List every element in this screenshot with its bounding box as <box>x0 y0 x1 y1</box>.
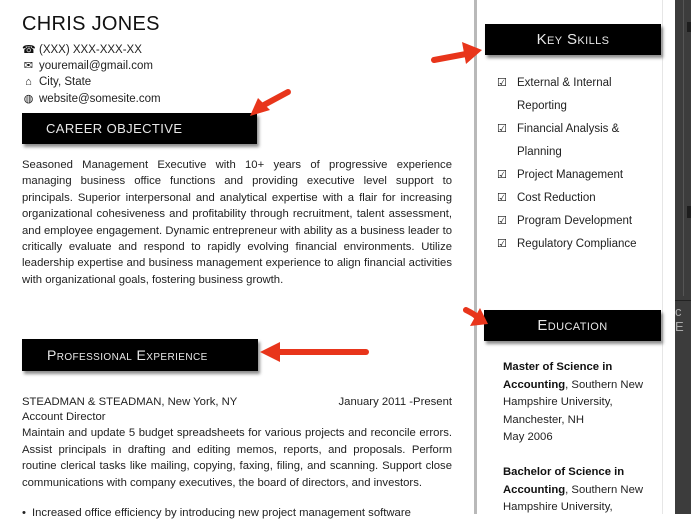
partial-text: c E <box>675 304 686 334</box>
education-heading: Education <box>484 310 661 341</box>
contact-location <box>22 76 91 88</box>
job-company: STEADMAN & STEADMAN, New York, NY <box>22 396 238 408</box>
phone-text: (XXX) XXX-XXX-XX <box>39 43 142 56</box>
globe-icon: ◍ <box>23 93 34 105</box>
contact-website <box>22 92 161 105</box>
arrow-icon <box>462 304 490 330</box>
school-info: , Southern New Hampshire University, Manchester, NH <box>503 378 644 426</box>
email-text: youremail@gmail.com <box>39 59 153 72</box>
adjacent-dark-panel <box>675 0 691 514</box>
professional-experience-heading: Professional Experience <box>22 339 258 371</box>
education-entry <box>503 464 658 517</box>
degree-name: Master of Science in Accounting <box>503 361 613 391</box>
skill-item: ☑ Cost Reduction <box>497 187 657 210</box>
checkbox-icon: ☑ <box>497 169 507 181</box>
location-text: City, State <box>39 76 92 88</box>
checkbox-icon: ☑ <box>497 238 507 250</box>
job-bullet: • Increased office efficiency by introducing new project management software <box>22 505 452 521</box>
key-skills-heading: Key Skills <box>485 24 661 55</box>
contact-phone <box>22 43 142 56</box>
degree-name: Bachelor of Science in Accounting <box>503 466 625 496</box>
contact-email <box>22 59 153 72</box>
job-dates: January 2011 -Present <box>338 396 452 408</box>
school-info: , Southern New Hampshire University, <box>503 483 644 513</box>
career-objective-heading: CAREER OBJECTIVE <box>22 113 257 144</box>
career-objective-text: Seasoned Management Executive with 10+ years of progressive experience managing business office functions and providing executive level support to principals. Superior interpersonal and analytical expertise with a flair for increasing organizational cohesiveness and profitability through recruitment, talent assessment, and employee engagement. Dynamic entrepreneur with ability as a business leader to critically evaluate and respond to rapidly evolving financial environments. Utilize leadership expertise and business management experience to align financial activities with organizational goals, fostering business growth. <box>22 159 452 286</box>
candidate-name: CHRIS JONES <box>22 13 160 35</box>
arrow-icon <box>430 40 484 68</box>
job-header <box>22 396 452 408</box>
skill-item: ☑ Regulatory Compliance <box>497 233 657 256</box>
job-description: Maintain and update 5 budget spreadsheets for various projects and reconcile errors. Assist principals in drafting and editing memos, reports, and proposals. Perform routine clerical tasks like mailing, copying, faxing, filing, and scanning. Support close communications with company executives, the board of directors, and investors. <box>22 427 452 489</box>
website-text: website@somesite.com <box>39 92 161 105</box>
education-entry <box>503 359 658 447</box>
job-title: Account Director <box>22 411 106 423</box>
mailbox-icon: ⌂ <box>25 76 32 88</box>
arrow-icon <box>258 340 370 364</box>
skill-item: ☑ External & Internal Reporting <box>497 72 657 118</box>
bullet-dot-icon: • <box>22 507 26 519</box>
key-skills-list <box>497 72 657 256</box>
checkbox-icon: ☑ <box>497 215 507 227</box>
checkbox-icon: ☑ <box>497 123 507 135</box>
checkbox-icon: ☑ <box>497 77 507 89</box>
graduation-date: May 2006 <box>503 431 553 443</box>
phone-icon: ☎ <box>22 44 36 56</box>
checkbox-icon: ☑ <box>497 192 507 204</box>
skill-item: ☑ Program Development <box>497 210 657 233</box>
arrow-icon <box>244 86 294 120</box>
skill-item: ☑ Financial Analysis & Planning <box>497 118 657 164</box>
skill-item: ☑ Project Management <box>497 164 657 187</box>
envelope-icon: ✉ <box>23 60 34 72</box>
